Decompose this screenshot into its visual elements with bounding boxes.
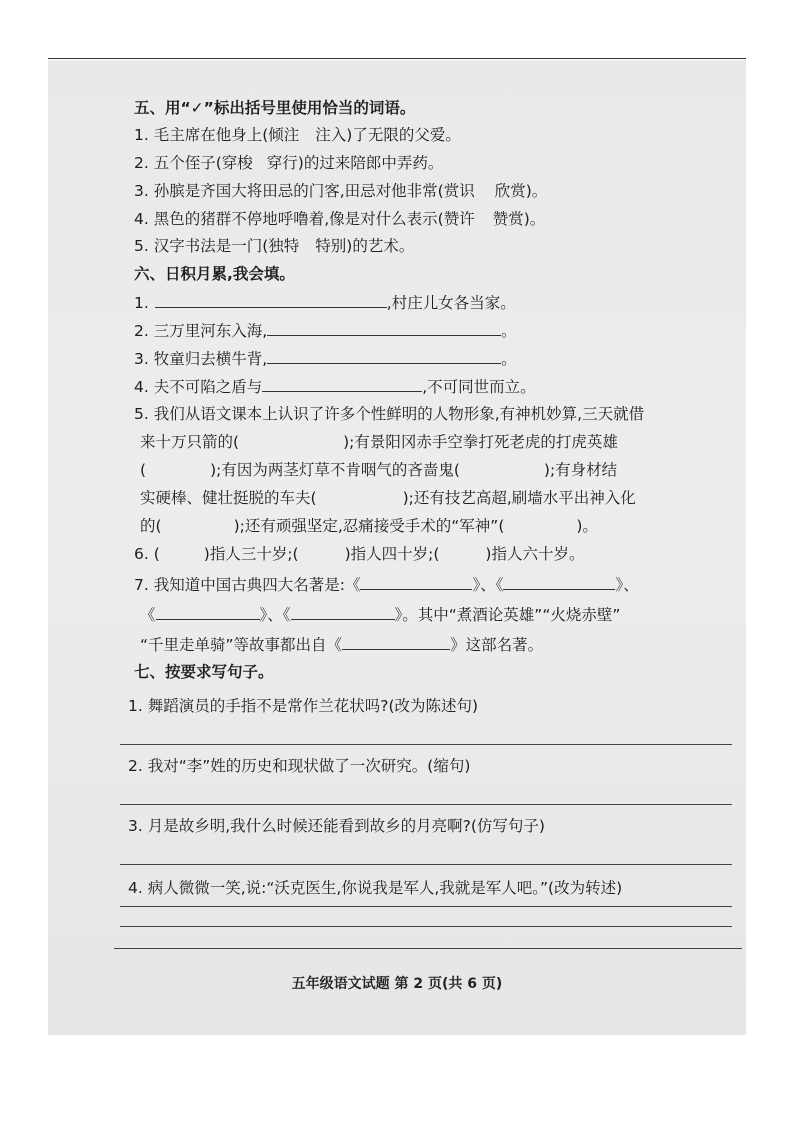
q-text: );有因为两茎灯草不肯咽气的吝啬鬼(	[210, 461, 460, 479]
q-text: 。	[501, 322, 517, 340]
option-1[interactable]: 穿梭	[221, 154, 253, 172]
q-text: 《	[140, 606, 156, 624]
q-text: );还有技艺高超,刷墙水平出神入化	[402, 489, 636, 507]
s5-question-2	[134, 153, 443, 173]
q-text: 2. 三万里河东入海,	[134, 322, 268, 340]
q-text: “千里走单骑”等故事都出自《	[140, 636, 343, 654]
s5-question-1	[134, 125, 461, 145]
option-2[interactable]: 穿行	[266, 154, 298, 172]
q-text: )的艺术。	[346, 237, 415, 255]
s5-question-4	[134, 209, 545, 229]
q-text: )。	[576, 517, 598, 535]
q-number: 1.	[134, 294, 149, 312]
exam-page	[48, 60, 746, 1035]
option-1[interactable]: 倾注	[268, 126, 300, 144]
s6-question-5-line-4	[140, 488, 636, 508]
s7-question-3: 3. 月是故乡明,我什么时候还能看到故乡的月亮啊?(仿写句子)	[128, 817, 545, 835]
s6-question-2	[134, 320, 517, 341]
answer-blank[interactable]	[503, 574, 615, 590]
s6-question-5-line-1: 5. 我们从语文课本上认识了许多个性鲜明的人物形象,有神机妙算,三天就借	[134, 405, 645, 423]
q-text: )指人四十岁;(	[344, 545, 440, 563]
answer-line[interactable]	[120, 744, 732, 745]
q-text: 》这部名著。	[450, 636, 544, 654]
s5-question-5	[134, 236, 414, 256]
s7-question-4: 4. 病人微微一笑,说:“沃克医生,你说我是军人,我就是军人吧。”(改为转述)	[128, 879, 623, 897]
section-6-title: 六、日积月累,我会填。	[134, 265, 295, 283]
answer-line[interactable]	[120, 804, 732, 805]
q-text: 3. 牧童归去横牛背,	[134, 350, 268, 368]
s7-question-2: 2. 我对“李”姓的历史和现状做了一次研究。(缩句)	[128, 757, 471, 775]
q-text: 3. 孙膑是齐国大将田忌的门客,田忌对他非常(	[134, 182, 444, 200]
s6-question-6	[134, 544, 584, 564]
q-text: )了无限的父爱。	[346, 126, 461, 144]
s6-question-5-line-3	[140, 460, 617, 480]
answer-blank[interactable]	[267, 348, 501, 364]
option-2[interactable]: 特别	[315, 237, 347, 255]
s5-question-3	[134, 181, 547, 201]
q-text: 实硬棒、健壮挺脱的车夫(	[140, 489, 317, 507]
option-1[interactable]: 赞许	[443, 210, 475, 228]
q-text: 7. 我知道中国古典四大名著是:《	[134, 576, 361, 594]
answer-blank[interactable]	[267, 320, 501, 336]
answer-line[interactable]	[120, 864, 732, 865]
answer-line[interactable]	[114, 948, 742, 949]
option-1[interactable]: 赏识	[443, 182, 475, 200]
option-2[interactable]: 注入	[315, 126, 347, 144]
answer-blank[interactable]	[262, 376, 422, 392]
q-text: 4. 夫不可陷之盾与	[134, 378, 263, 396]
q-text: 》、《	[472, 576, 504, 594]
q-text: );还有顽强坚定,忍痛接受手术的“军神”(	[233, 517, 505, 535]
s6-question-1	[134, 292, 516, 313]
q-text: 来十万只箭的(	[140, 433, 240, 451]
answer-blank[interactable]	[342, 634, 450, 650]
q-text: ,不可同世而立。	[422, 378, 536, 396]
answer-blank[interactable]	[291, 604, 395, 620]
s7-question-1: 1. 舞蹈演员的手指不是常作兰花状吗?(改为陈述句)	[128, 697, 479, 715]
option-2[interactable]: 赞赏	[492, 210, 524, 228]
s6-question-7-line-1	[134, 574, 639, 595]
section-7-title: 七、按要求写句子。	[134, 663, 274, 681]
answer-line[interactable]	[120, 926, 732, 927]
s6-question-5-line-5	[140, 516, 598, 536]
q-text: 的(	[140, 517, 162, 535]
q-text: 》、	[615, 576, 639, 594]
q-text: )指人六十岁。	[485, 545, 585, 563]
answer-blank[interactable]	[155, 292, 387, 308]
q-text: 》。其中“煮酒论英雄”“火烧赤壁”	[394, 606, 621, 624]
answer-blank[interactable]	[360, 574, 472, 590]
s6-question-3	[134, 348, 517, 369]
q-text: )。	[525, 182, 548, 200]
q-text: )。	[523, 210, 546, 228]
q-text: 6. (	[134, 545, 160, 563]
q-text: 1. 毛主席在他身上(	[134, 126, 269, 144]
top-rule	[48, 58, 746, 59]
q-text: ,村庄儿女各当家。	[386, 294, 516, 312]
q-text: 。	[501, 350, 517, 368]
q-text: )指人三十岁;(	[203, 545, 299, 563]
q-text: 5. 汉字书法是一门(	[134, 237, 269, 255]
q-text: );有景阳冈赤手空拳打死老虎的打虎英雄	[343, 433, 618, 451]
q-text: 4. 黑色的猪群不停地呼噜着,像是对什么表示(	[134, 210, 444, 228]
page-footer: 五年级语文试题 第 2 页(共 6 页)	[291, 976, 503, 992]
q-text: 2. 五个侄子(	[134, 154, 222, 172]
answer-line[interactable]	[120, 906, 732, 907]
s6-question-5-line-2	[140, 432, 618, 452]
s6-question-4	[134, 376, 536, 397]
s6-question-7-line-3	[140, 634, 543, 655]
option-1[interactable]: 独特	[268, 237, 300, 255]
option-2[interactable]: 欣赏	[494, 182, 526, 200]
q-text: )的过来陪郎中弄药。	[297, 154, 444, 172]
section-5-title: 五、用“✓”标出括号里使用恰当的词语。	[134, 99, 416, 117]
s6-question-7-line-2	[140, 604, 620, 625]
q-text: );有身材结	[543, 461, 618, 479]
answer-blank[interactable]	[156, 604, 260, 620]
q-text: 》、《	[259, 606, 291, 624]
q-text: (	[140, 461, 147, 479]
